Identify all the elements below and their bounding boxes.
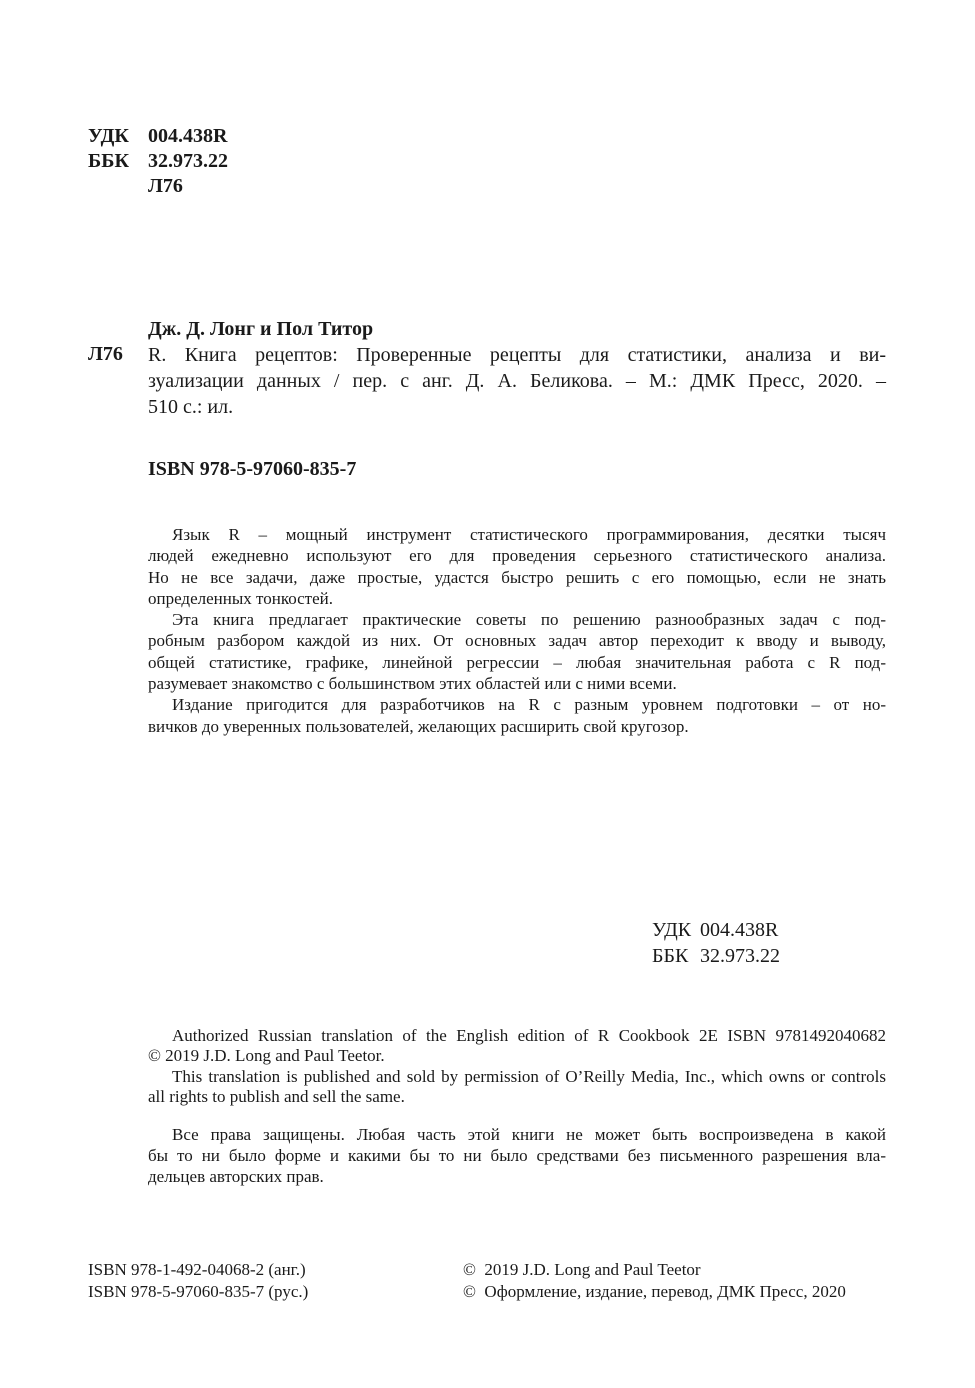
rights-line: Authorized Russian translation of the English edition of R Cookbook 2E ISBN 9781492040682 xyxy=(172,1026,886,1045)
book-authors: Дж. Д. Лонг и Пол Титор xyxy=(148,318,374,340)
annotation xyxy=(148,524,886,737)
annotation-line: робным разбором каждой из них. От основных задач автор переходит к вводу и выводу, xyxy=(148,631,886,651)
annotation-line: Но не все задачи, даже простые, удастся быстро решить с его помощью, если не знать xyxy=(148,567,886,587)
annotation-line: Язык R – мощный инструмент статистического программирования, десятки тысяч xyxy=(172,525,886,544)
udk-value: 004.438R xyxy=(148,125,228,147)
annotation-line: общей статистике, графике, линейной регрессии – любая значительная работа с R под- xyxy=(148,652,886,672)
bibliographic-description xyxy=(148,342,886,420)
udk-value-bottom: 004.438R xyxy=(700,919,779,941)
udk-row-bottom xyxy=(652,917,780,943)
annotation-line: Эта книга предлагает практические советы по решению разнообразных задач с под- xyxy=(172,610,886,630)
isbn-list xyxy=(88,1259,308,1302)
rights-line: © 2019 J.D. Long and Paul Teetor. xyxy=(148,1046,385,1066)
biblio-line: R. Книга рецептов: Проверенные рецепты для статистики, анализа и ви- xyxy=(148,344,886,366)
reserved-line: Все права защищены. Любая часть этой книги не может быть воспроизведена в какой xyxy=(172,1125,886,1144)
rights-english xyxy=(148,1026,886,1107)
reserved-line: дельцев авторских прав. xyxy=(148,1167,324,1186)
isbn-russian: ISBN 978-5-97060-835-7 (рус.) xyxy=(88,1281,309,1301)
bbk-value: 32.973.22 xyxy=(148,150,228,172)
bbk-value-bottom: 32.973.22 xyxy=(700,945,780,967)
classification-block-bottom xyxy=(652,917,780,969)
copyright-edition: © Оформление, издание, перевод, ДМК Пресс, 2020 xyxy=(463,1281,846,1301)
author-sign-left: Л76 xyxy=(88,343,123,365)
author-sign-row xyxy=(88,174,228,199)
author-sign-top: Л76 xyxy=(148,175,183,197)
rights-line: all rights to publish and sell the same. xyxy=(148,1086,405,1106)
reserved-line: бы то ни было форме и какими бы то ни было средствами без письменного разрешения вла- xyxy=(148,1146,886,1165)
udk-label: УДК xyxy=(88,125,129,147)
isbn-english: ISBN 978-1-492-04068-2 (анг.) xyxy=(88,1260,306,1279)
annotation-line: вичков до уверенных пользователей, желающих расширить свой кругозор. xyxy=(148,716,689,736)
classification-block-top xyxy=(88,124,228,199)
udk-row xyxy=(88,124,228,149)
rights-reserved xyxy=(148,1124,886,1187)
annotation-line: людей ежедневно используют его для проведения серьезного статистического анализа. xyxy=(148,546,886,566)
biblio-line: 510 с.: ил. xyxy=(148,396,234,418)
bbk-label-bottom: ББК xyxy=(652,945,689,967)
annotation-line: разумевает знакомство с большинством этих областей или с ними всеми. xyxy=(148,674,677,694)
annotation-line: Издание пригодится для разработчиков на R с разным уровнем подготовки – от но- xyxy=(172,695,886,715)
udk-label-bottom: УДК xyxy=(652,919,692,941)
bbk-row-bottom xyxy=(652,943,780,969)
copyright-original: © 2019 J.D. Long and Paul Teetor xyxy=(463,1260,701,1279)
copyright-list xyxy=(463,1259,846,1302)
bbk-label: ББК xyxy=(88,150,129,172)
isbn-main: ISBN 978-5-97060-835-7 xyxy=(148,458,357,480)
rights-line: This translation is published and sold by permission of O’Reilly Media, Inc., which owns or controls xyxy=(172,1066,886,1086)
biblio-line: зуализации данных / пер. с анг. Д. А. Беликова. – М.: ДМК Пресс, 2020. – xyxy=(148,370,886,392)
annotation-line: определенных тонкостей. xyxy=(148,588,333,608)
bbk-row xyxy=(88,149,228,174)
